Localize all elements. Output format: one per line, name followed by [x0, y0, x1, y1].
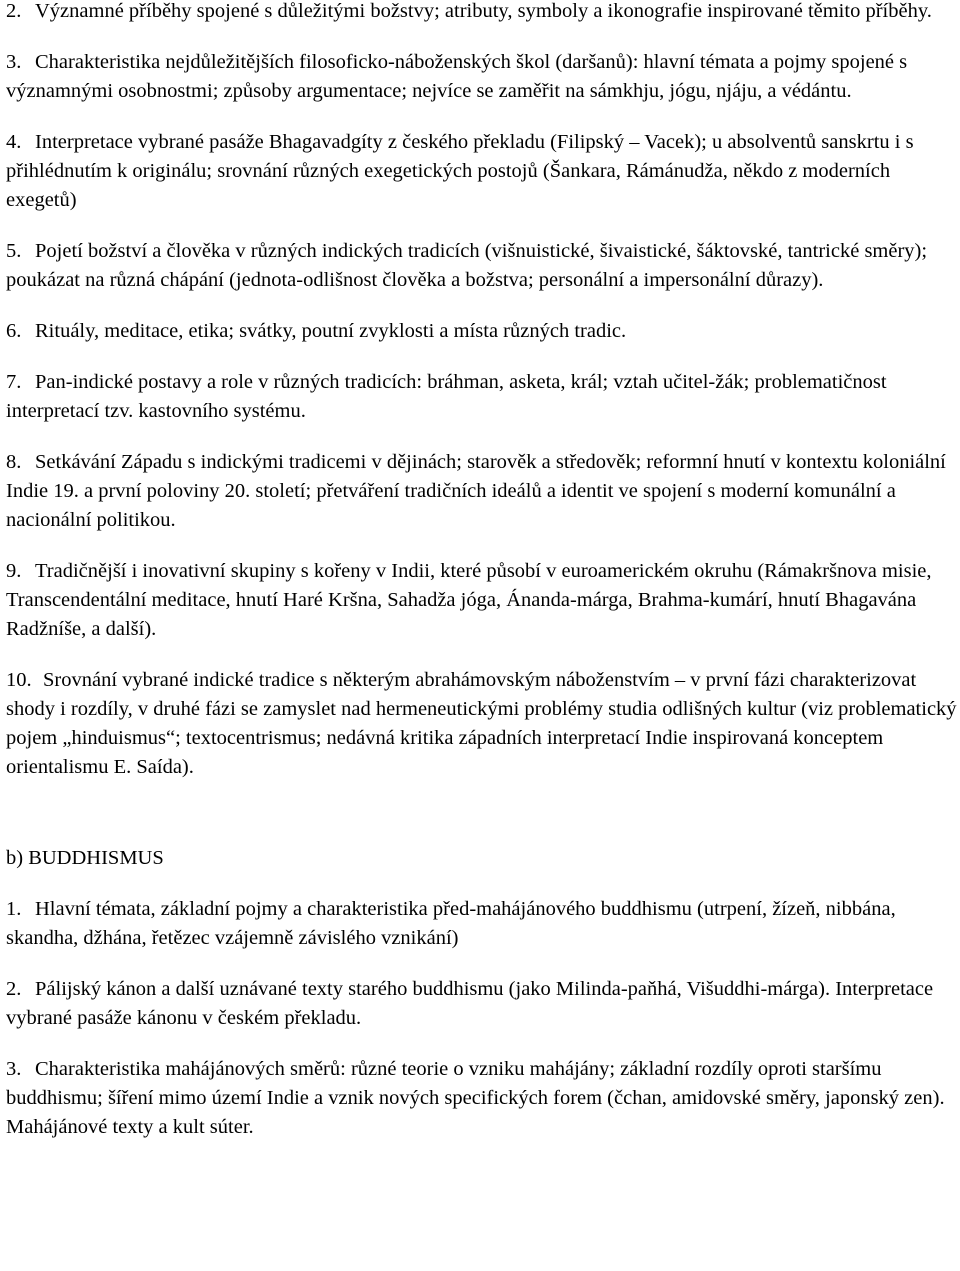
item-text: Tradičnější i inovativní skupiny s kořeny v Indii, které působí v euroamerickém okruhu (Rámakršnova misie, Transcendentální meditace, hnutí Haré Kršna, Sahadža jóga, Ánanda-márga, Brahma-kumárí, hnutí Bhagavána Radžníše, a další).	[6, 560, 932, 640]
item-text: Pan-indické postavy a role v různých tradicích: bráhman, asketa, král; vztah učitel-žák; problematičnost interpretací tzv. kastovního systému.	[6, 371, 887, 422]
item-number: 1.	[6, 898, 22, 920]
list-item	[6, 0, 958, 26]
list-item	[6, 48, 958, 106]
item-number: 10.	[6, 669, 32, 691]
item-text: Pálijský kánon a další uznávané texty starého buddhismu (jako Milinda-paňhá, Višuddhi-márga). Interpretace vybrané pasáže kánonu v českém překladu.	[6, 978, 934, 1029]
list-item	[6, 1055, 958, 1142]
section-heading: b) BUDDHISMUS	[6, 847, 164, 869]
item-text: Rituály, meditace, etika; svátky, poutní zvyklosti a místa různých tradic.	[35, 320, 627, 342]
item-text: Interpretace vybrané pasáže Bhagavadgíty z českého překladu (Filipský – Vacek); u absolventů sanskrtu i s přihlédnutím k originálu; srovnání různých exegetických postojů (Šankara, Rámánudža, někdo z moderních exegetů)	[6, 131, 914, 211]
item-number: 8.	[6, 451, 22, 473]
list-item	[6, 317, 958, 346]
list-item	[6, 237, 958, 295]
item-text: Srovnání vybrané indické tradice s některým abrahámovským náboženstvím – v první fázi charakterizovat shody i rozdíly, v druhé fázi se zamyslet nad hermeneutickými problémy studia odlišných kultur (viz problematický pojem „hinduismus“; textocentrismus; nedávná kritika západních interpretací Indie inspirovaná konceptem orientalismu E. Saída).	[6, 669, 957, 778]
list-item	[6, 557, 958, 644]
item-text: Hlavní témata, základní pojmy a charakteristika před-mahájánového buddhismu (utrpení, žízeň, nibbána, skandha, džhána, řetězec vzájemně závislého vznikání)	[6, 898, 896, 949]
item-number: 4.	[6, 131, 22, 153]
list-item	[6, 975, 958, 1033]
item-text: Charakteristika mahájánových směrů: různé teorie o vzniku mahájány; základní rozdíly oproti staršímu buddhismu; šíření mimo území Indie a vznik nových specifických forem (čchan, amidovské směry, japonský zen). Mahájánové texty a kult súter.	[6, 1058, 945, 1138]
item-number: 9.	[6, 560, 22, 582]
item-number: 3.	[6, 51, 22, 73]
list-item	[6, 448, 958, 535]
item-number: 2.	[6, 978, 22, 1000]
item-number: 2.	[6, 0, 22, 22]
item-text: Pojetí božství a člověka v různých indických tradicích (višnuistické, šivaistické, šáktovské, tantrické směry); poukázat na různá chápání (jednota-odlišnost člověka a božstva; personální a impersonální důrazy).	[6, 240, 928, 291]
item-number: 3.	[6, 1058, 22, 1080]
list-item	[6, 666, 958, 782]
list-item	[6, 128, 958, 215]
item-text: Setkávání Západu s indickými tradicemi v dějinách; starověk a středověk; reformní hnutí v kontextu koloniální Indie 19. a první poloviny 20. století; přetváření tradičních ideálů a identit ve spojení s moderní komunální a nacionální politikou.	[6, 451, 946, 531]
list-item	[6, 895, 958, 953]
document-page	[6, 0, 958, 1164]
item-number: 7.	[6, 371, 22, 393]
list-item	[6, 368, 958, 426]
item-text: Charakteristika nejdůležitějších filosoficko-náboženských škol (daršanů): hlavní témata a pojmy spojené s významnými osobnostmi; způsoby argumentace; nejvíce se zaměřit na sámkhju, jógu, njáju, a védántu.	[6, 51, 908, 102]
item-number: 6.	[6, 320, 22, 342]
item-text: Významné příběhy spojené s důležitými božstvy; atributy, symboly a ikonografie inspirované těmito příběhy.	[35, 0, 932, 22]
item-number: 5.	[6, 240, 22, 262]
